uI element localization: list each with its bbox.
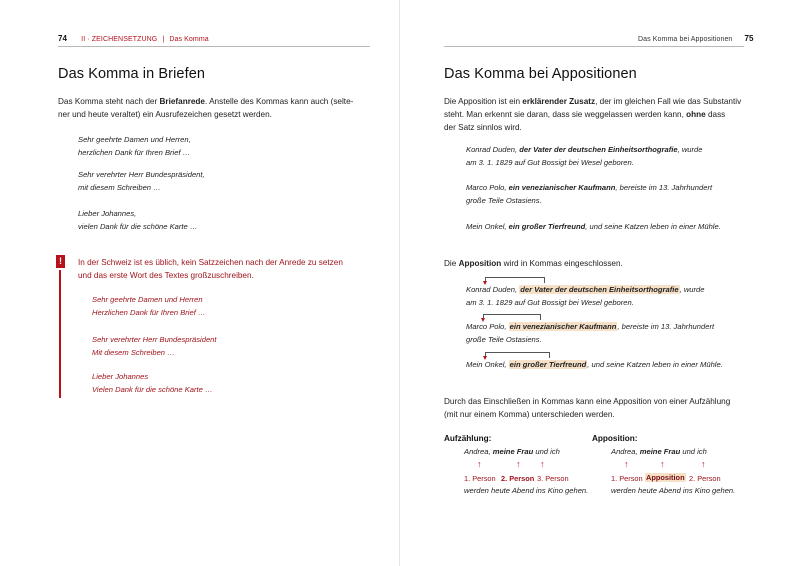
- up-arrow-icon: ↑: [660, 459, 665, 469]
- enumeration-example: Andrea, meine Frau und ich: [464, 447, 560, 456]
- intro-paragraph: Das Komma steht nach der Briefanrede. Anstelle des Kommas kann auch (selte- ner und heute veraltet) ein Ausrufezeichen gesetzt werden.: [58, 97, 354, 119]
- example-block: Mein Onkel, ein großer Tierfreund, und seine Katzen leben in einer Mühle.: [466, 222, 721, 231]
- role-label: 1. Person: [464, 474, 496, 483]
- apposition-rule: Die Apposition wird in Kommas eingeschlossen.: [444, 259, 623, 268]
- role-label: Apposition: [646, 473, 685, 482]
- up-arrow-icon: ↑: [624, 459, 629, 469]
- up-arrow-icon: ↑: [516, 459, 521, 469]
- example-block: Mein Onkel, ein großer Tierfreund, und seine Katzen leben in einer Mühle.: [466, 360, 723, 369]
- apposition-label: Apposition:: [592, 434, 638, 443]
- up-arrow-icon: ↑: [701, 459, 706, 469]
- up-arrow-icon: ↑: [477, 459, 482, 469]
- header-rule: [58, 46, 370, 47]
- role-label: 2. Person: [501, 474, 535, 483]
- note-example: Lieber Johannes Vielen Dank für die schöne Karte …: [92, 372, 213, 394]
- apposition-continuation: werden heute Abend ins Kino gehen.: [611, 486, 736, 495]
- chapter-label: II · ZEICHENSETZUNG: [81, 36, 158, 43]
- note-example: Sehr geehrte Damen und Herren Herzlichen Dank für Ihren Brief …: [92, 295, 206, 317]
- distinction-paragraph: Durch das Einschließen in Kommas kann eine Apposition von einer Aufzählung (mit nur einem Komma) unterschieden werden.: [444, 397, 731, 419]
- enumeration-label: Aufzählung:: [444, 434, 492, 443]
- right-page: [400, 0, 800, 566]
- role-label: 2. Person: [689, 474, 721, 483]
- example-block: Konrad Duden, der Vater der deutschen Einheitsorthografie, wurde am 3. 1. 1829 auf Gut Bossigt bei Wesel geboren.: [466, 285, 705, 307]
- page-number: 75: [744, 34, 754, 43]
- page-title: Das Komma in Briefen: [58, 66, 206, 82]
- example-block: Marco Polo, ein venezianischer Kaufmann, bereiste im 13. Jahrhundert große Teile Ostasiens.: [466, 322, 715, 344]
- role-label: 1. Person: [611, 474, 643, 483]
- header-rule: [444, 46, 744, 47]
- intro-paragraph: Die Apposition ist ein erklärender Zusatz, der im gleichen Fall wie das Substantiv steht. Man erkennt sie daran, dass sie weggelassen werden kann, ohne dass der Satz sinnlos wird.: [444, 97, 742, 132]
- up-arrow-icon: ↑: [540, 459, 545, 469]
- page-title: Das Komma bei Appositionen: [444, 66, 637, 82]
- header-separator: |: [162, 36, 165, 43]
- enumeration-continuation: werden heute Abend ins Kino gehen.: [464, 486, 589, 495]
- section-label: Das Komma bei Appositionen: [638, 36, 733, 43]
- example-block: Lieber Johannes, vielen Dank für die schöne Karte …: [78, 209, 198, 231]
- role-label: 3. Person: [537, 474, 569, 483]
- apposition-example: Andrea, meine Frau und ich: [611, 447, 707, 456]
- page-number: 74: [58, 34, 68, 43]
- example-block: Konrad Duden, der Vater der deutschen Einheitsorthografie, wurde am 3. 1. 1829 auf Gut Bossigt bei Wesel geboren.: [466, 145, 703, 167]
- exclamation-icon: !: [56, 255, 65, 268]
- example-block: Marco Polo, ein venezianischer Kaufmann, bereiste im 13. Jahrhundert große Teile Ostasiens.: [466, 183, 713, 205]
- right-running-header: [638, 34, 754, 43]
- note-example: Sehr verehrter Herr Bundespräsident Mit diesem Schreiben …: [92, 335, 217, 357]
- example-block: Sehr verehrter Herr Bundespräsident, mit diesem Schreiben …: [78, 170, 205, 192]
- example-block: Sehr geehrte Damen und Herren, herzlichen Dank für Ihren Brief …: [78, 135, 191, 157]
- left-running-header: [58, 34, 209, 43]
- note-bar: [59, 270, 61, 398]
- section-label: Das Komma: [169, 36, 209, 43]
- note-text: In der Schweiz ist es üblich, kein Satzzeichen nach der Anrede zu setzen und das erste Wort des Textes großzuschreiben.: [78, 258, 343, 280]
